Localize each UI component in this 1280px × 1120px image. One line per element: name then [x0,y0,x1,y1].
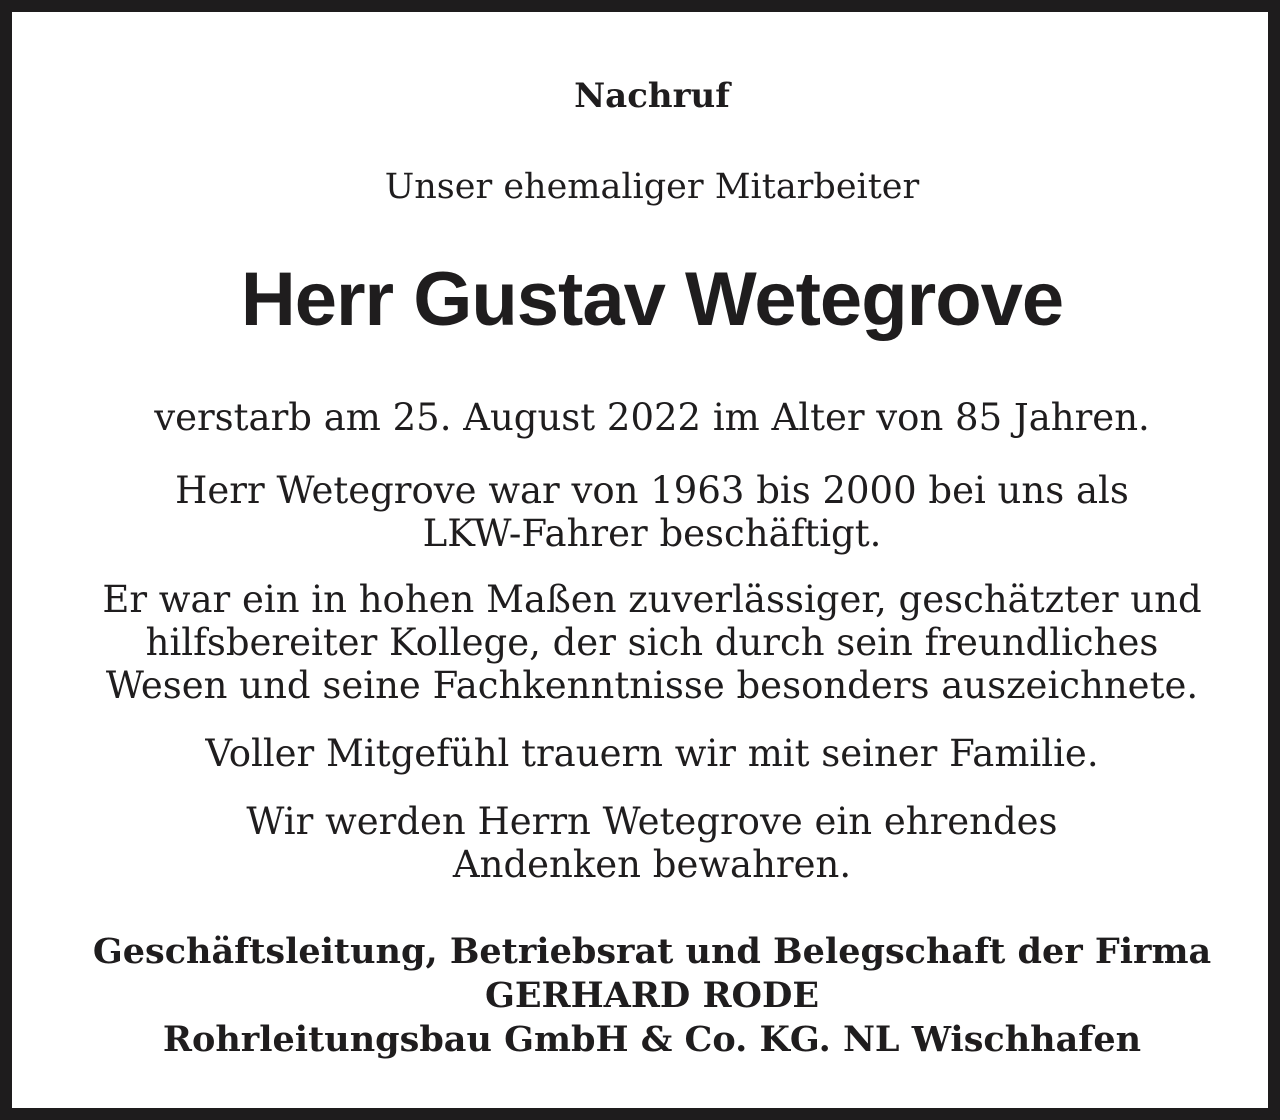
company-name: GERHARD RODE [484,975,820,1016]
signature-line: Geschäftsleitung, Betriebsrat und Belegschaft der Firma [92,931,1212,972]
tribute-line: hilfsbereiter Kollege, der sich durch sein freundliches [145,621,1159,664]
tribute-line: Wesen und seine Fachkenntnisse besonders auszeichnete. [105,664,1199,707]
remembrance-line: Wir werden Herrn Wetegrove ein ehrendes [246,800,1058,843]
sympathy-line: Voller Mitgefühl trauern wir mit seiner Familie. [205,732,1099,775]
employment-line: Herr Wetegrove war von 1963 bis 2000 bei uns als [175,469,1129,512]
death-date-line: verstarb am 25. August 2022 im Alter von 85 Jahren. [154,396,1150,439]
former-employee-intro: Unser ehemaliger Mitarbeiter [384,167,920,207]
employment-line: LKW-Fahrer beschäftigt. [422,512,882,555]
obituary-heading: Nachruf [574,76,730,116]
tribute-line: Er war ein in hohen Maßen zuverlässiger, geschätzter und [102,578,1202,621]
company-location: Rohrleitungsbau GmbH & Co. KG. NL Wischhafen [162,1019,1142,1060]
deceased-name: Herr Gustav Wetegrove [240,257,1064,342]
remembrance-line: Andenken bewahren. [452,843,852,886]
obituary-notice [24,24,1280,1120]
